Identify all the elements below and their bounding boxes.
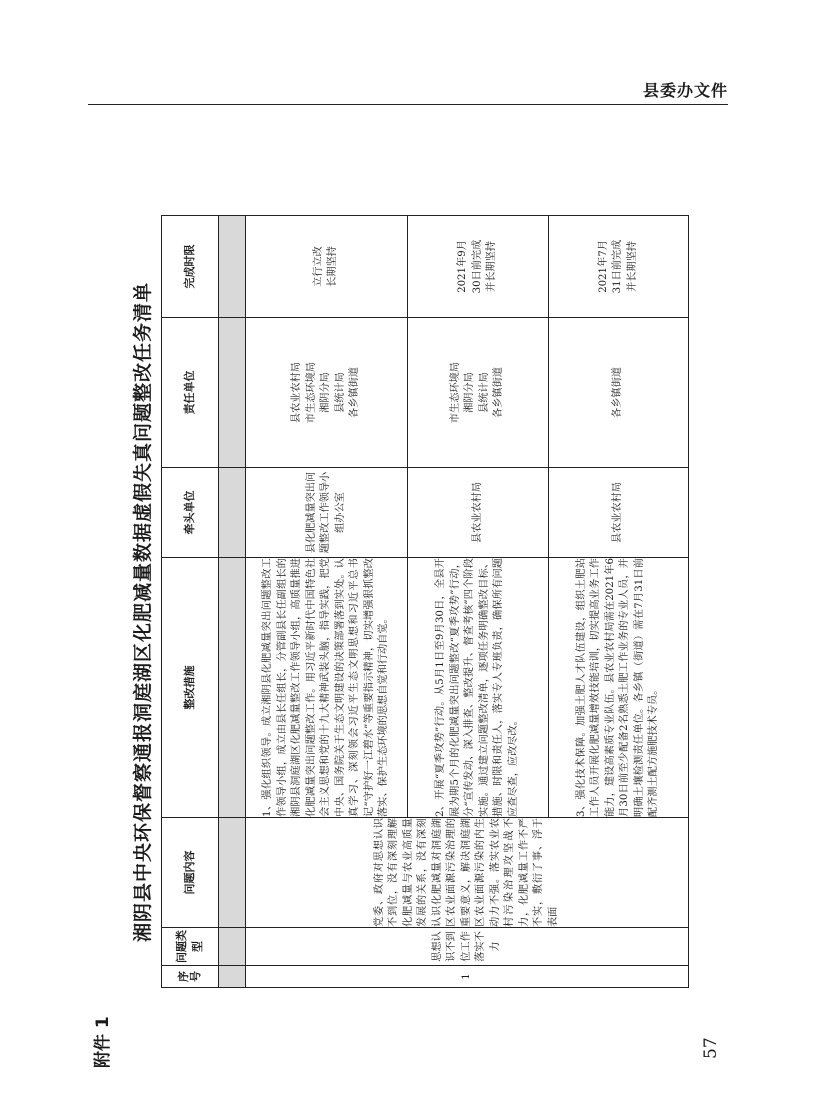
row-problem-content: 党委、政府对思想认识不到位，没有深刻理解化肥减量与农业高质量发展的关系，没有深刻认识化肥减量对洞庭湖区农业面源污染治理的重要意义，解决洞庭湖区农业面源污染的内生动力不强。落实农业农村污染治理攻坚战不力，化肥减量工作不严不实，敷衍了事、浮于表面 — [245, 818, 688, 928]
deadline-line: 31日前完成 — [612, 239, 624, 294]
shaded-cell — [218, 558, 245, 818]
deadline-line: 并长期坚持 — [486, 241, 498, 292]
table-header-row — [162, 216, 219, 988]
resp-line: 各乡镇街道 — [612, 367, 624, 418]
header-content: 问题内容 — [162, 818, 219, 928]
shaded-cell — [218, 468, 245, 558]
measure-1: 1、强化组织领导。成立湘阴县化肥减量突出问题整改工作领导小组，成立由县长任组长，分管副县长任副组长的湘阴县洞庭湖区化肥减量整改工作领导小组，高质量推进化肥减量突出问题整改工作。用习近平新时代中国特色社会主义思想和党的十九大精神武装头脑，指导实践，把党中央、国务院关于生态文明建设的决策部署落到实处。认真学习、深刻领会习近平生态文明思想和习近平总书记“守护好一江碧水”等重要指示精神，切实增强狠抓整改落实、保护生态环境的思想自觉和行动自觉。 — [245, 558, 408, 818]
page-number: 57 — [701, 1037, 721, 1059]
deadline-line: 30日前完成 — [471, 239, 483, 294]
shaded-cell — [218, 318, 245, 468]
rotated-page-content — [0, 153, 816, 1071]
row-problem-type: 思想认识不到位工作落实不力 — [245, 928, 688, 966]
header-measures: 整改措施 — [162, 558, 219, 818]
header-responsible-unit: 责任单位 — [162, 318, 219, 468]
header-lead-unit: 牵头单位 — [162, 468, 219, 558]
measure-3-deadline — [548, 216, 688, 318]
table-row — [245, 216, 408, 988]
header-deadline: 完成时限 — [162, 216, 219, 318]
measure-2-lead: 县农业农村局 — [408, 468, 548, 558]
measure-2-deadline — [408, 216, 548, 318]
measure-3-lead: 县农业农村局 — [548, 468, 688, 558]
deadline-line: 并长期坚持 — [626, 241, 638, 292]
deadline-line: 2021年7月 — [597, 240, 609, 293]
measure-2-responsible — [408, 318, 548, 468]
shaded-cell — [218, 216, 245, 318]
table-shaded-row — [218, 216, 245, 988]
attachment-label: 附件 1 — [93, 1016, 113, 1068]
resp-line: 各乡镇街道 — [349, 367, 361, 418]
resp-line: 湘阴分局 — [320, 372, 332, 413]
resp-line: 湘阴分局 — [464, 372, 476, 413]
deadline-line: 2021年9月 — [457, 240, 469, 293]
measure-3-responsible — [548, 318, 688, 468]
resp-line: 县统计局 — [478, 372, 490, 413]
resp-line: 各乡镇街道 — [493, 367, 505, 418]
measure-1-deadline — [245, 216, 408, 318]
deadline-line: 长期坚持 — [327, 246, 339, 287]
shaded-cell — [218, 928, 245, 966]
running-header-title: 县委办文件 — [642, 81, 728, 100]
header-seq — [162, 966, 219, 988]
measure-3: 3、强化技术保障。加强土肥人才队伍建设，组织土肥站工作人员开展化肥减量增效技能培训，切实提高业务工作能力，建设高素质专业队伍。县农业农村局需在2021年6月30日前至少配备2名熟悉土肥工作业务的专业人员，并明确土壤检测责任单位。各乡镇（街道）需在7月31日前配齐测土配方施肥技术专员。 — [548, 558, 688, 818]
measure-1-responsible — [245, 318, 408, 468]
resp-line: 市生态环境局 — [305, 361, 317, 424]
measure-1-lead: 县化肥减量突出问题整改工作领导小组办公室 — [245, 468, 408, 558]
resp-line: 市生态环境局 — [449, 361, 461, 424]
shaded-cell — [218, 966, 245, 988]
task-list-table — [161, 215, 689, 988]
document-title: 湘阴县中央环保督察通报洞庭湖区化肥减量数据虚假失真问题整改任务清单 — [132, 282, 154, 943]
shaded-cell — [218, 818, 245, 928]
header-rule — [88, 104, 728, 105]
header-seq-label: 序号 — [176, 971, 202, 982]
deadline-line: 立行立改 — [312, 246, 324, 287]
resp-line: 县统计局 — [334, 372, 346, 413]
header-type: 问题类型 — [162, 928, 219, 966]
row-seq: 1 — [245, 966, 688, 988]
measure-2: 2、开展“夏季攻势”行动。从5月1日至9月30日，全县开展为期5个月的化肥减量突出问题整改“夏季攻势”行动，分“宣传发动、深入排查、整改提升、督查考核”四个阶段实施。通过建立问题整改清单，逐项任务明确整改目标、措施、时限和责任人，落实专人专班负责，确保所有问题应查尽查，应改尽改。 — [408, 558, 548, 818]
resp-line: 县农业农村局 — [291, 361, 303, 424]
